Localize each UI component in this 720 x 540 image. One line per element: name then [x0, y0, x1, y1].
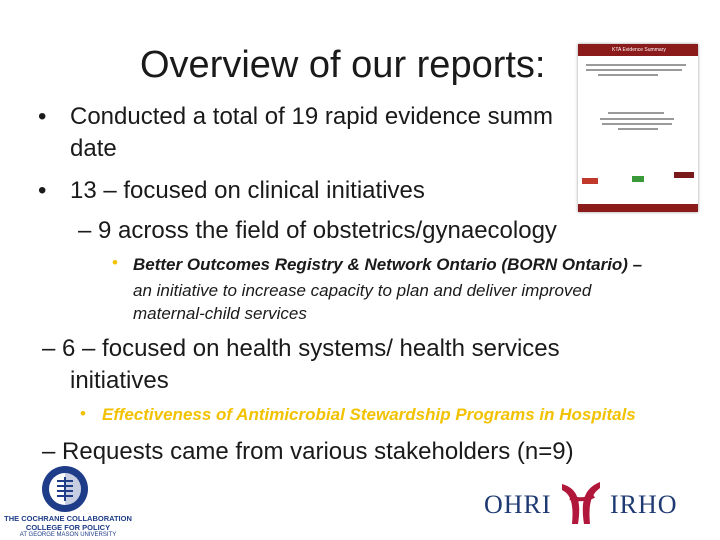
cochrane-name: THE COCHRANE COLLABORATION: [4, 514, 132, 523]
ohri-emblem-icon: [556, 476, 606, 528]
bullet-marker: •: [112, 253, 118, 272]
bullet-marker: •: [80, 404, 86, 423]
bullet-marker: •: [38, 103, 47, 130]
cochrane-subtitle: COLLEGE FOR POLICY: [25, 523, 111, 532]
thumbnail-header-bar: [578, 44, 698, 56]
sub-bullet-text: initiatives: [70, 367, 169, 394]
thumbnail-logo: [632, 176, 644, 182]
bullet-text: 13 – focused on clinical initiatives: [70, 177, 425, 204]
thumbnail-text-line: [598, 74, 658, 76]
sub-bullet-text: maternal-child services: [133, 304, 307, 323]
bullet-text: date: [70, 135, 117, 162]
sub-bullet-text: an initiative to increase capacity to plan and deliver improved: [133, 281, 592, 300]
ohri-text-left: OHRI: [484, 490, 552, 519]
slide-title: Overview of our reports:: [140, 44, 546, 86]
thumbnail-header-text: KTA Evidence Summary: [612, 47, 666, 53]
ohri-logo: [484, 476, 696, 532]
thumbnail-footer-bar: [578, 204, 698, 212]
thumbnail-logo: [582, 178, 598, 184]
cochrane-logo: [0, 464, 136, 540]
sub-bullet-text: – Requests came from various stakeholders (n=9): [42, 438, 574, 465]
thumbnail-text-line: [600, 118, 674, 120]
thumbnail-text-line: [602, 123, 672, 125]
sub-bullet-text: – 6 – focused on health systems/ health services: [42, 335, 560, 362]
sub-bullet-heading: Effectiveness of Antimicrobial Stewardship Programs in Hospitals: [102, 405, 636, 424]
bullet-marker: •: [38, 177, 47, 204]
thumbnail-text-line: [608, 112, 664, 114]
bullet-text: Conducted a total of 19 rapid evidence summ: [70, 103, 553, 130]
thumbnail-text-line: [586, 64, 686, 66]
cochrane-university: AT GEORGE MASON UNIVERSITY: [19, 532, 117, 538]
report-thumbnail: [578, 44, 698, 212]
thumbnail-logo: [674, 172, 694, 178]
sub-bullet-text: – 9 across the field of obstetrics/gynaecology: [78, 217, 557, 244]
ohri-text-right: IRHO: [610, 490, 678, 519]
thumbnail-text-line: [618, 128, 658, 130]
cochrane-emblem-icon: [40, 464, 90, 514]
sub-bullet-heading: Better Outcomes Registry & Network Ontario (BORN Ontario) –: [133, 255, 643, 274]
thumbnail-text-line: [586, 69, 682, 71]
